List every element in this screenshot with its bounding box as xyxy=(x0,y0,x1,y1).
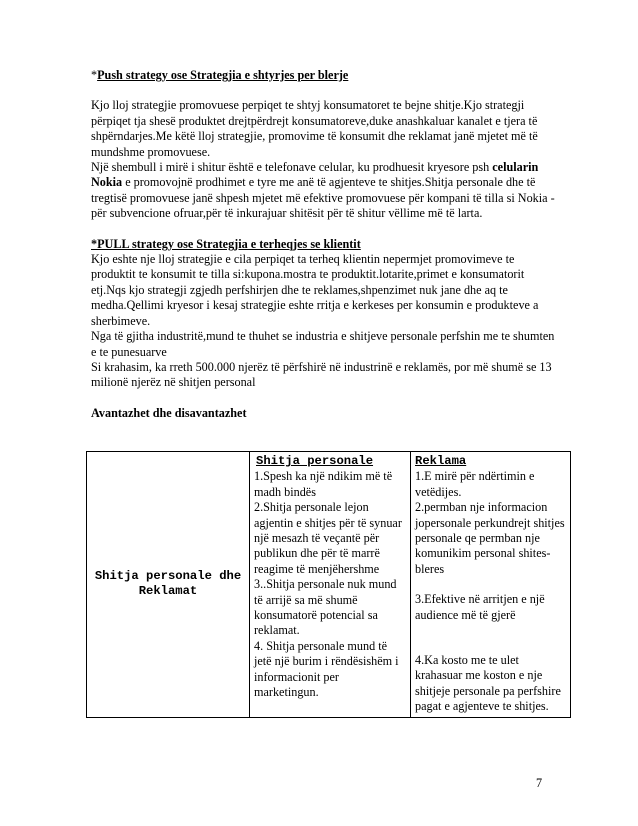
text-span: e promovojnë prodhimet e tyre me anë të agjenteve te shitjes.Shitja personale dhe të tregtisë promovuese janë shpesh mjetet më efektive promovuese për kompani të tilla si Nokia - për subvencione ofruar,për të inkurajuar shitësit për të shitur vëllime më të larta. xyxy=(91,175,555,221)
list-item: 3..Shitja personale nuk mund të arrijë sa më shumë konsumatorë potencial sa reklamat. xyxy=(254,577,397,638)
pull-paragraph-1: Kjo eshte nje lloj strategjie e cila perpiqet ta terheq klientin nepermjet promovimeve te produktit te konsumit te tilla si:kupona.mostra te produktit.lotarite,primet e konsumatorit etj.Nqs kjo strategji zgjedh perfshirjen dhe te reklames,shpenzimet nuk jane dhe aq te medha.Qellimi kryesor i kesaj strategjie eshte rritja e kerkeses per konsumin e produkteve a sherbimeve. xyxy=(91,252,539,328)
document-body xyxy=(91,68,561,421)
push-paragraph-1: Kjo lloj strategjie promovuese perpiqet te shtyj konsumatoret te bejne shitje.Kjo strategji përpiqet tja shesë produktet drejtpërdrejt konsumatoreve,duke anashkaluar kanalet e tjera të shpërndarjes.Me këtë lloj strategjie, promovime të konsumit dhe reklamat janë mjetet më të mundshme promovuese. xyxy=(91,98,538,159)
row-header-text: Shitja personale dhe Reklamat xyxy=(94,568,242,599)
pull-paragraph-3: Si krahasim, ka rreth 500.000 njerëz të përfshirë në industrinë e reklamës, por më shumë se 13 milionë njerëz në shitjen personal xyxy=(91,359,552,390)
text-span: Një shembull i mirë i shitur është e telefonave celular, ku prodhuesit kryesore psh xyxy=(91,160,493,175)
pull-paragraph-2: Nga të gjitha industritë,mund te thuhet se industria e shitjeve personale perfshin me te shumten e te punesuarve xyxy=(91,329,555,359)
list-item: 3.Efektive në arritjen e një audience më të gjerë xyxy=(415,592,545,622)
pull-strategy-heading: *PULL strategy ose Strategjia e terheqjes se klientit xyxy=(91,236,361,251)
nokia-bold: celularin Nokia xyxy=(91,160,539,190)
list-item: 1.Spesh ka një ndikim më të madh bindës xyxy=(254,469,393,499)
push-strategy-title: Push strategy ose Strategjia e shtyrjes per blerje xyxy=(97,68,349,82)
table-row xyxy=(87,452,571,718)
list-item: 2.permban nje informacion jopersonale perkundrejt shitjes personale qe permban nje komunikim personal shites-bleres xyxy=(415,500,565,576)
section-title: Avantazhet dhe disavantazhet xyxy=(91,405,247,420)
col-header-personal-selling: Shitja personale xyxy=(256,454,374,468)
list-item: 1.E mirë për ndërtimin e vetëdijes. xyxy=(415,469,535,499)
list-item: 2.Shitja personale lejon agjentin e shitjes për të synuar një mesazh të veçantë për publikun dhe për të marrë reagime të menjëhershme xyxy=(254,500,402,576)
asterisk: * xyxy=(91,68,98,82)
page-number: 7 xyxy=(536,776,543,790)
comparison-table xyxy=(86,451,571,718)
row-header-cell xyxy=(87,452,250,718)
push-paragraph-2 xyxy=(91,160,561,222)
col-header-advertising: Reklama xyxy=(415,454,467,468)
push-strategy-heading xyxy=(91,68,561,83)
advertising-cell xyxy=(411,452,571,718)
personal-selling-cell xyxy=(250,452,411,718)
list-item: 4.Ka kosto me te ulet krahasuar me koston e nje shitjeje personale pa perfshire pagat e agjenteve te shitjes. xyxy=(415,653,561,714)
list-item: 4. Shitja personale mund të jetë një burim i rëndësishëm i informacionit per marketingun. xyxy=(254,638,399,700)
